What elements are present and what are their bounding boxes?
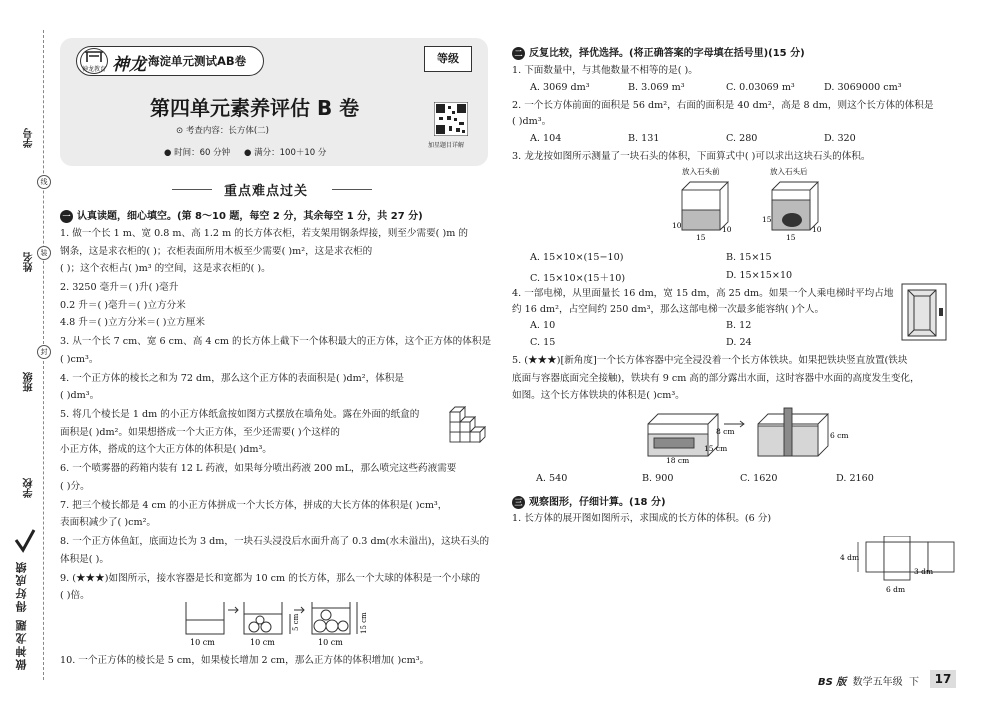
part-2-heading: 二 反复比较，择优选择。(将正确答案的字母填在括号里)(15 分) <box>512 44 805 60</box>
checkmark-icon <box>14 528 36 554</box>
question-line: ( )；这个衣柜占( )m³ 的空间，这是求衣柜的( )。 <box>60 263 271 274</box>
fig9-label: 15 cm <box>360 612 368 634</box>
search-icon: ⊙ <box>176 126 186 136</box>
option: B. 900 <box>642 473 674 484</box>
question-line: 体积是( )。 <box>60 553 109 565</box>
check-badge-icon: ● <box>244 148 255 158</box>
fig-caption: 放入石头前 <box>682 167 720 176</box>
question-line: 5. 将几个棱长是 1 dm 的小正方体纸盒按如图方式摆放在墙角处。露在外面的纸盒的 <box>60 409 420 420</box>
option: A. 3069 dm³ <box>530 82 590 93</box>
option: D. 3069000 cm³ <box>824 82 902 93</box>
clock-icon: ● <box>164 148 175 158</box>
question-line: ( )分。 <box>60 480 90 492</box>
question-line: 底面与容器底面完全接触)，铁块有 9 cm 高的部分露出水面，这时容器中水面的高度发生变化， <box>512 373 920 384</box>
fig-num: 15 <box>786 233 796 242</box>
question-line: 面积是( )dm²。如果想搭成一个大正方体，至少还需要( )个这样的 <box>60 426 340 438</box>
question-line: 3. 龙龙按如图所示测量了一块石头的体积，下面算式中( )可以求出这块石头的体积。 <box>512 151 871 162</box>
option: A. 540 <box>536 473 568 484</box>
seal-mark-line: 线 <box>37 175 51 189</box>
name-label: 姓名 <box>24 252 35 272</box>
question-line: 表面积减少了( )cm²。 <box>60 517 157 528</box>
option: D. 24 <box>726 337 752 348</box>
fig-label: 15 cm <box>704 444 728 453</box>
option: D. 2160 <box>836 473 874 484</box>
exam-time: ● 时间：60 分钟 <box>164 148 231 158</box>
exam-scope: ⊙ 考查内容：长方体(二) <box>176 126 269 136</box>
question-line: 钢条，这是求衣柜的( )；衣柜表面所用木板至少需要( )m²，这是求衣柜的 <box>60 245 373 257</box>
qr-caption: 加星题目详解 <box>428 142 465 149</box>
fig-num: 15 <box>696 233 706 242</box>
fig9-label: 10 cm <box>318 638 343 647</box>
question-line: 10. 一个正方体的棱长是 5 cm，如果棱长增加 2 cm，那么正方体的体积增加( )cm³。 <box>60 655 430 666</box>
option: C. 280 <box>726 133 758 144</box>
fig9-label: 5 cm <box>292 613 300 631</box>
water-container-figure <box>180 598 380 650</box>
cube-stack-figure <box>446 404 488 448</box>
question-line: 小正方体，搭成的这个大正方体的体积是( )dm³。 <box>60 444 272 455</box>
option: B. 3.069 m³ <box>628 82 685 93</box>
iron-block-figure <box>640 404 860 464</box>
elevator-icon <box>900 282 948 342</box>
page-title: 第四单元素养评估 B 卷 <box>150 96 360 120</box>
qr-code-icon[interactable] <box>434 102 468 136</box>
option: A. 104 <box>530 133 562 144</box>
question-line: 1. 下面数量中，与其他数量不相等的是( )。 <box>512 65 698 76</box>
option: D. 15×15×10 <box>726 270 793 281</box>
fig9-label: 10 cm <box>250 638 275 647</box>
question-line: 7. 把三个棱长都是 4 cm 的小正方体拼成一个大长方体，拼成的大长方体的体积是( )cm³， <box>60 499 448 511</box>
school-label: 学校 <box>24 478 35 498</box>
gate-icon <box>84 49 104 63</box>
grade-box: 等级 <box>424 46 472 72</box>
fig-label: 18 cm <box>666 456 690 464</box>
seal-mark-seal: 封 <box>37 345 51 359</box>
brand-name: 海淀单元测试AB卷 <box>148 54 247 68</box>
question-line: 2. 3250 毫升＝( )升( )毫升 <box>60 282 179 293</box>
question-line: ( )dm³。 <box>512 116 552 127</box>
question-line: 4. 一个正方体的棱长之和为 72 dm，那么这个正方体的表面积是( )dm²，体积是 <box>60 372 404 384</box>
option: B. 12 <box>726 320 752 331</box>
section-heading: 重点难点过关 <box>172 180 372 200</box>
question-line: ( )dm³。 <box>60 390 100 401</box>
margin-slogan: 做神龙题 得好成绩 <box>15 560 28 670</box>
fig-num: 10 <box>672 221 682 230</box>
option: C. 1620 <box>740 473 778 484</box>
class-label: 班级 <box>24 372 35 392</box>
option: A. 10 <box>530 320 556 331</box>
option: C. 15 <box>530 337 556 348</box>
question-line: 4.8 升＝( )立方分米＝( )立方厘米 <box>60 317 205 328</box>
option: C. 15×10×(15＋10) <box>530 273 626 284</box>
seal-mark-bind: 装 <box>37 246 51 260</box>
question-line: ( )cm³。 <box>60 353 99 365</box>
part-1-heading: 一 认真读题，细心填空。(第 8～10 题，每空 2 分，其余每空 1 分，共 27 分) <box>60 207 423 223</box>
question-line: 2. 一个长方体前面的面积是 56 dm²，右面的面积是 40 dm²，高是 8 dm，则这个长方体的体积是 <box>512 100 934 111</box>
question-line: 1. 长方体的展开图如图所示，求围成的长方体的体积。(6 分) <box>512 513 772 524</box>
box-net-figure <box>838 536 958 598</box>
part-3-heading: 三 观察图形，仔细计算。(18 分) <box>512 493 666 509</box>
question-line: 3. 从一个长 7 cm、宽 6 cm、高 4 cm 的长方体上截下一个体积最大的正方体，这个正方体的体积是 <box>60 336 492 347</box>
question-line: 6. 一个喷雾器的药箱内装有 12 L 药液，如果每分喷出药液 200 mL，那么喷完这些药液需要 <box>60 463 457 474</box>
fig-caption: 放入石头后 <box>770 167 808 176</box>
student-id-label: 学号 <box>24 128 35 148</box>
stone-measure-figure <box>668 164 838 244</box>
option: A. 15×10×(15−10) <box>530 252 624 263</box>
option: B. 15×15 <box>726 252 772 263</box>
brand-mark: 神龙 <box>112 55 146 75</box>
fig-num: 10 <box>722 225 732 234</box>
fig-label: 3 dm <box>914 567 934 576</box>
fig-label: 8 cm <box>716 427 735 436</box>
question-line: 0.2 升＝( )毫升＝( )立方分米 <box>60 299 186 311</box>
question-line: ( )倍。 <box>60 590 90 601</box>
question-line: 1. 做一个长 1 m、宽 0.8 m、高 1.2 m 的长方体衣柜，若支架用钢条焊接，则至少需要( )m 的 <box>60 228 468 239</box>
part-1-questions <box>60 227 491 607</box>
question-line: 如图。这个长方体铁块的体积是( )cm³。 <box>512 390 685 401</box>
fig-label: 4 dm <box>840 553 860 562</box>
fig9-label: 10 cm <box>190 638 215 647</box>
footer-info: BS 版 数学五年级 下 <box>818 677 920 688</box>
exam-score: ● 满分：100＋10 分 <box>244 148 327 158</box>
question-line: 5. (★★★)[新角度]一个长方体容器中完全浸没着一个长方体铁块。如果把铁块竖直放置(铁块 <box>512 355 908 366</box>
fig-num: 15 <box>762 215 772 224</box>
page-number: 17 <box>930 670 956 688</box>
question-line: 8. 一个正方体鱼缸，底面边长为 3 dm，一块石头浸没后水面升高了 0.3 dm(水未溢出)，这块石头的 <box>60 536 490 547</box>
fig-num: 10 <box>812 225 822 234</box>
fig-label: 6 cm <box>830 431 849 440</box>
fig-label: 6 dm <box>886 585 906 594</box>
option: D. 320 <box>824 133 856 144</box>
brand-logo: 神龙教育 <box>80 48 108 74</box>
option: B. 131 <box>628 133 660 144</box>
option: C. 0.03069 m³ <box>726 82 795 93</box>
question-line: 约 16 dm²，占空间约 250 dm³，那么这部电梯一次最多能容纳( )个人。 <box>512 304 825 315</box>
question-line: 4. 一部电梯，从里面量长 16 dm，宽 15 dm，高 25 dm。如果一个人乘电梯时平均占地 <box>512 288 894 299</box>
question-line: 9. (★★★)如图所示，接水容器是长和宽都为 10 cm 的长方体，那么一个大球的体积是一个小球的 <box>60 572 481 584</box>
